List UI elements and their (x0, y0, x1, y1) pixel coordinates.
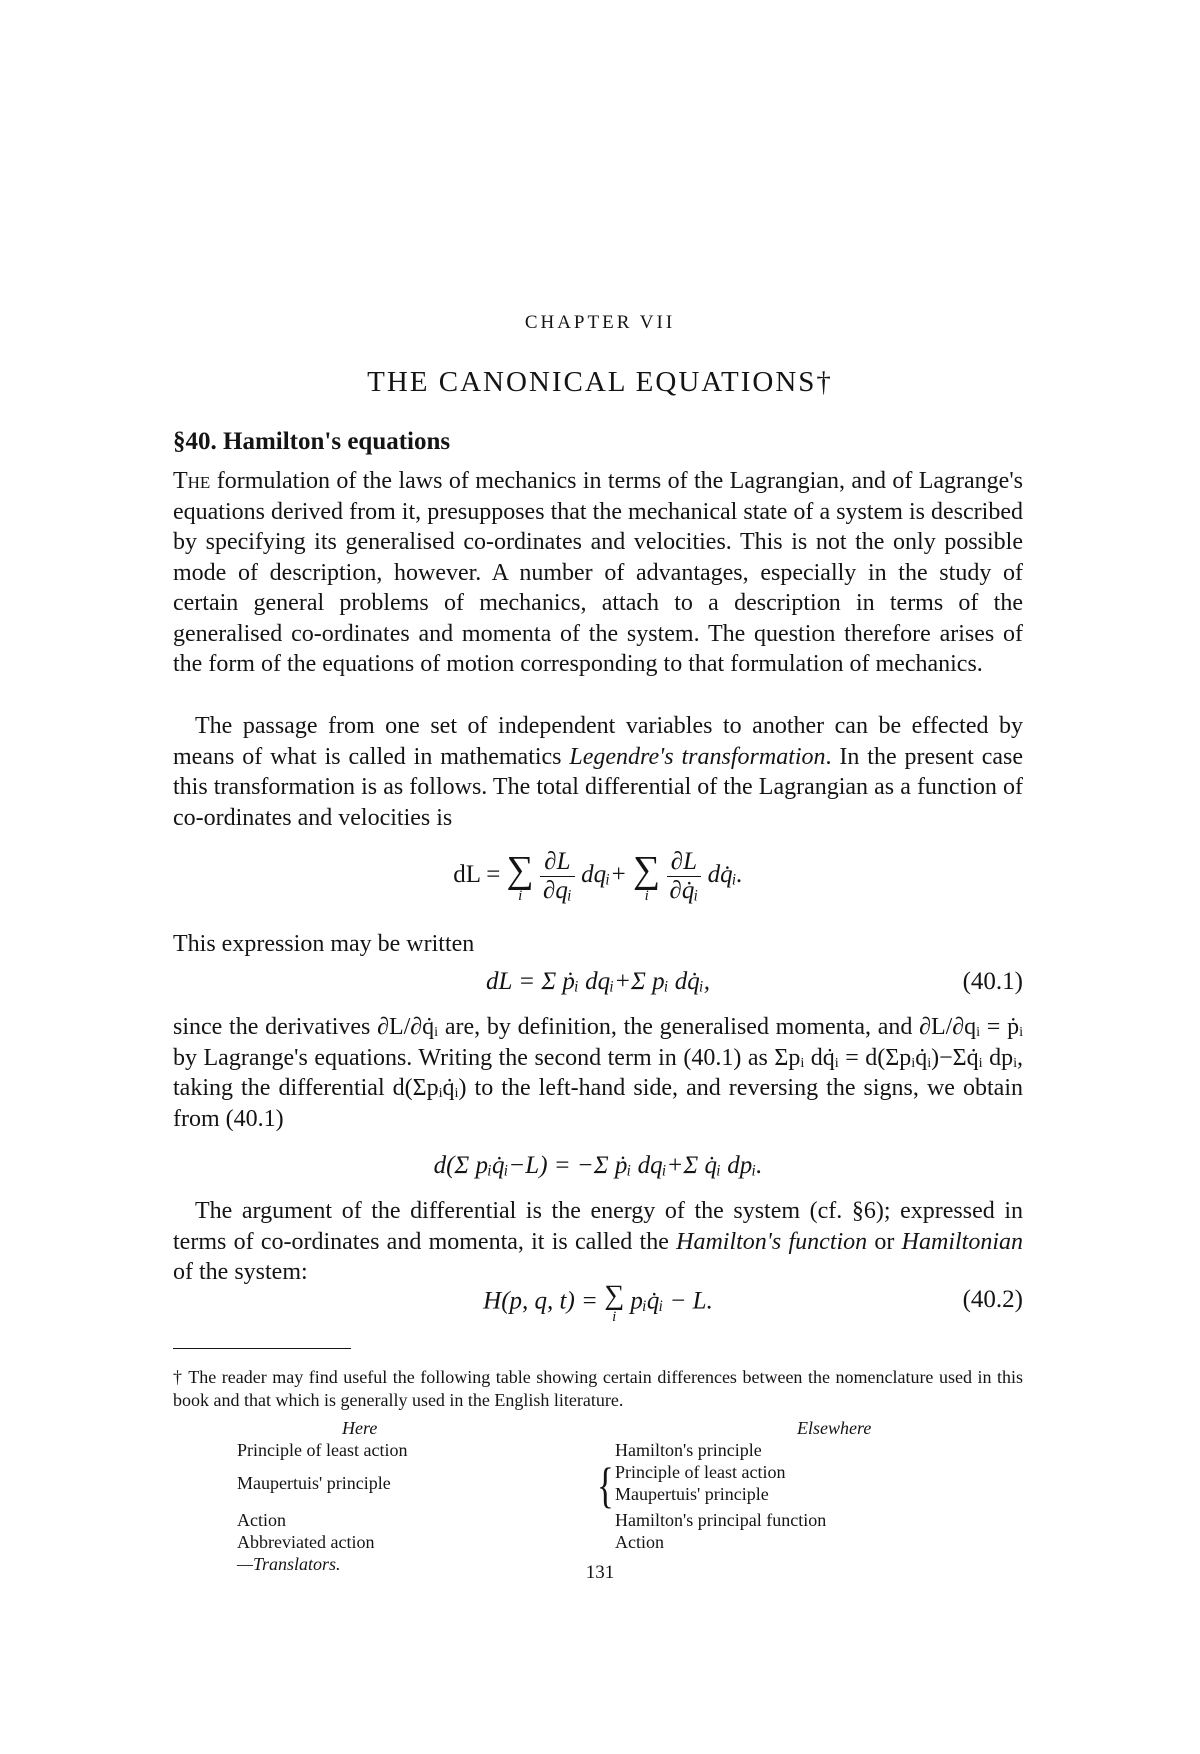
sum-symbol: ∑ i (633, 848, 661, 904)
sum-index: i (644, 887, 649, 904)
eq1-term2: dq̇ᵢ. (707, 861, 743, 889)
table-cell-here: Abbreviated action (237, 1532, 375, 1552)
table-cell-here: Principle of least action (237, 1440, 408, 1460)
eq4-rhs: pᵢq̇ᵢ − L. (630, 1287, 713, 1315)
paragraph-derivatives: since the derivatives ∂L/∂q̇ᵢ are, by definition, the generalised momenta, and ∂L/∂qᵢ = ṗᵢ by Lagrange's equations. Writing the second term in (40.1) as Σpᵢ dq̇ᵢ = d(Σpᵢq̇ᵢ)−Σq̇ᵢ dpᵢ, taking the differential d(Σpᵢq̇ᵢ) to the left-hand side, and reversing the signs, we obtain from (40.1) (173, 1014, 1023, 1132)
column-header-elsewhere: Elsewhere (797, 1418, 872, 1438)
fraction-numerator: ∂L (540, 848, 575, 877)
legendre-term: Legendre's transformation (569, 743, 826, 770)
eq3-text: d(Σ pᵢq̇ᵢ−L) = −Σ ṗᵢ dqᵢ+Σ q̇ᵢ dpᵢ. (433, 1152, 763, 1179)
equation-40-2 (173, 1282, 1023, 1324)
table-cell-elsewhere: Action (615, 1532, 664, 1552)
eq2-text: dL = Σ ṗᵢ dqᵢ+Σ pᵢ dq̇ᵢ, (486, 968, 710, 995)
fraction-partial-qdot (667, 848, 702, 905)
eq1-lhs: dL = (453, 861, 501, 889)
chapter-label: CHAPTER VII (524, 312, 676, 333)
section-heading: §40. Hamilton's equations (173, 428, 451, 455)
fraction-denominator: ∂q̇ᵢ (669, 877, 699, 904)
paragraph-legendre (173, 711, 1023, 833)
equation-differential-hamiltonian (173, 1152, 1023, 1180)
sum-index: i (518, 887, 523, 904)
sum-symbol: ∑ i (604, 1280, 625, 1325)
paragraph-hamiltonian-text-b: or (867, 1228, 902, 1255)
chapter-title: THE CANONICAL EQUATIONS† (367, 366, 833, 398)
table-cell-elsewhere: Principle of least action (615, 1462, 786, 1482)
paragraph-may-be-written: This expression may be written (173, 931, 475, 957)
eq4-lhs: H(p, q, t) = (483, 1287, 598, 1315)
table-cell-elsewhere: Maupertuis' principle (615, 1484, 769, 1504)
equation-number: (40.2) (962, 1286, 1023, 1313)
paragraph-intro (173, 466, 1023, 680)
equation-total-differential (173, 848, 1023, 905)
footnote-rule (173, 1348, 351, 1349)
fraction-numerator: ∂L (667, 848, 702, 877)
page-number: 131 (585, 1562, 615, 1583)
column-header-here: Here (342, 1418, 378, 1438)
hamiltonian-term: Hamiltonian (901, 1228, 1023, 1255)
fraction-denominator: ∂qᵢ (543, 877, 572, 904)
paragraph-legendre-text-b: . In the present case this transformation is as follows. The total differential of the Lagrangian as a function of co-ordinates and velocities is (173, 743, 1023, 831)
paragraph-legendre-text-a: The passage from one set of independent variables to another can be effected by means of what is called in mathematics (173, 713, 1023, 770)
footnote-text: † The reader may find useful the following table showing certain differences between the nomenclature used in this book and that which is generally used in the English literature. (173, 1367, 1023, 1410)
table-cell-here: Action (237, 1510, 286, 1530)
brace-icon: { (597, 1457, 614, 1513)
table-cell-elsewhere: Hamilton's principal function (615, 1510, 827, 1530)
fraction-partial-q (540, 848, 575, 905)
hamiltons-function-term: Hamilton's function (676, 1228, 868, 1255)
equation-40-1 (173, 968, 1023, 996)
eq1-term1: dqᵢ+ (581, 861, 627, 889)
paragraph-intro-text: formulation of the laws of mechanics in terms of the Lagrangian, and of Lagrange's equations derived from it, presupposes that the mechanical state of a system is described by specifying its generalised co-ordinates and velocities. This is not the only possible mode of description, however. A number of advantages, especially in the study of certain general problems of mechanics, attach to a description in terms of the generalised co-ordinates and momenta of the system. The question therefore arises of the form of the equations of motion corresponding to that formulation of mechanics. (173, 468, 1023, 677)
paragraph-hamiltonian (173, 1196, 1023, 1288)
sum-symbol: ∑ i (506, 848, 534, 904)
table-cell-elsewhere: Hamilton's principle (615, 1440, 762, 1460)
translators-credit: —Translators. (237, 1554, 341, 1574)
paragraph-hamiltonian-text-c: of the system: (173, 1259, 308, 1285)
paragraph-hamiltonian-text-a: The argument of the differential is the energy of the system (cf. §6); expressed in terms of co-ordinates and momenta, it is called the (173, 1198, 1023, 1255)
table-cell-here: Maupertuis' principle (237, 1473, 391, 1493)
equation-number: (40.1) (962, 968, 1023, 995)
paragraph-lead-word: The (173, 468, 211, 494)
sum-index: i (612, 1309, 617, 1325)
